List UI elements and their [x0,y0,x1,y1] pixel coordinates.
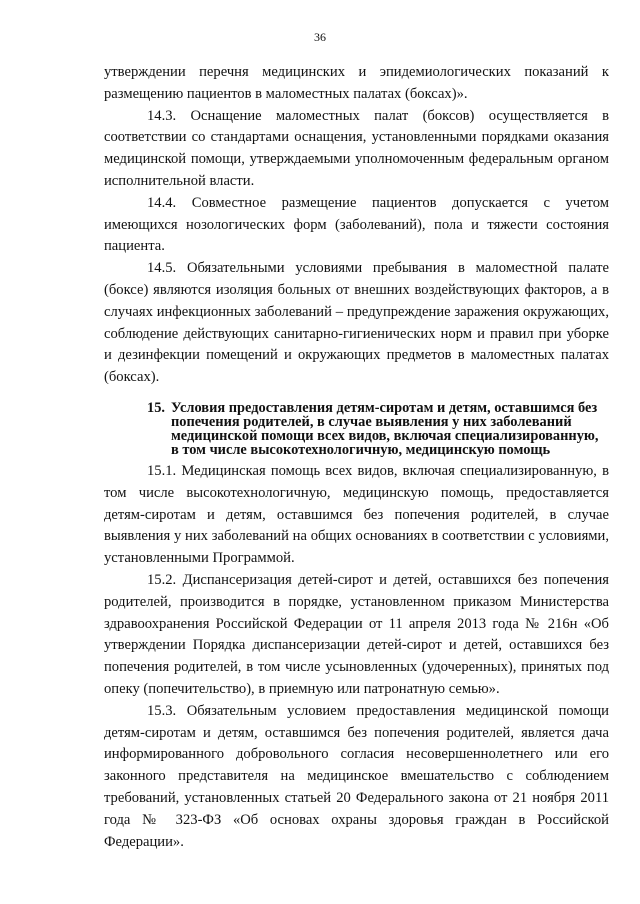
paragraph-14-3: 14.3. Оснащение маломестных палат (боксов) осуществляется в соответствии со стандартами оснащения, установленными порядками оказания медицинской помощи, утверждаемыми уполномоченным федеральным органом исполнительной власти. [104,107,609,189]
paragraph-continuation: утверждении перечня медицинских и эпидемиологических показаний к размещению пациентов в маломестных палатах (боксах)». [104,64,609,102]
paragraph-14-4: 14.4. Совместное размещение пациентов допускается с учетом имеющихся нозологических форм (заболеваний), пола и тяжести состояния пациента. [104,194,609,255]
paragraph-15-2: 15.2. Диспансеризация детей-сирот и детей, оставшихся без попечения родителей, производится в порядке, установленном приказом Министерства здравоохранения Российской Федерации от 11 апреля 2013 года № 216н «Об утверждении Порядка диспансеризации детей-сирот и детей, оставшихся без попечения родителей, в том числе усыновленных (удочеренных), принятых под опеку (попечительство), в приемную или патронатную семью». [104,571,609,697]
paragraph-15-1: 15.1. Медицинская помощь всех видов, включая специализированную, в том числе высокотехнологичную, медицинскую помощь, предоставляется детям-сиротам и детям, оставшимся без попечения родителей, в случае выявления у них заболеваний на общих основаниях в соответствии с условиями, установленными Программой. [104,462,609,567]
paragraph-15-3: 15.3. Обязательным условием предоставления медицинской помощи детям-сиротам и детям, оставшимся без попечения родителей, является дача информированного добровольного согласия несовершеннолетнего или его законного представителя на медицинское вмешательство с соблюдением требований, установленных статьей 20 Федерального закона от 21 ноября 2011 года № 323-ФЗ «Об основах охраны здоровья граждан в Российской Федерации». [104,702,609,850]
section-heading-15 [104,401,609,457]
section-number: 15. [147,399,165,416]
paragraph-14-5: 14.5. Обязательными условиями пребывания в маломестной палате (боксе) являются изоляция больных от внешних воздействующих факторов, а в случаях инфекционных заболеваний – предупреждение заражения окружающих, соблюдение действующих санитарно-гигиенических норм и правил при уборке и дезинфекции помещений и окружающих предметов в маломестных палатах (боксах). [104,260,609,386]
section-title: Условия предоставления детям-сиротам и детям, оставшимся без попечения родителей, в случае выявления у них заболеваний медицинской помощи всех видов, включая специализированную, в том числе высокотехнологичную, медицинскую помощь [171,399,599,458]
document-body [104,62,609,853]
page-number: 36 [314,30,326,44]
